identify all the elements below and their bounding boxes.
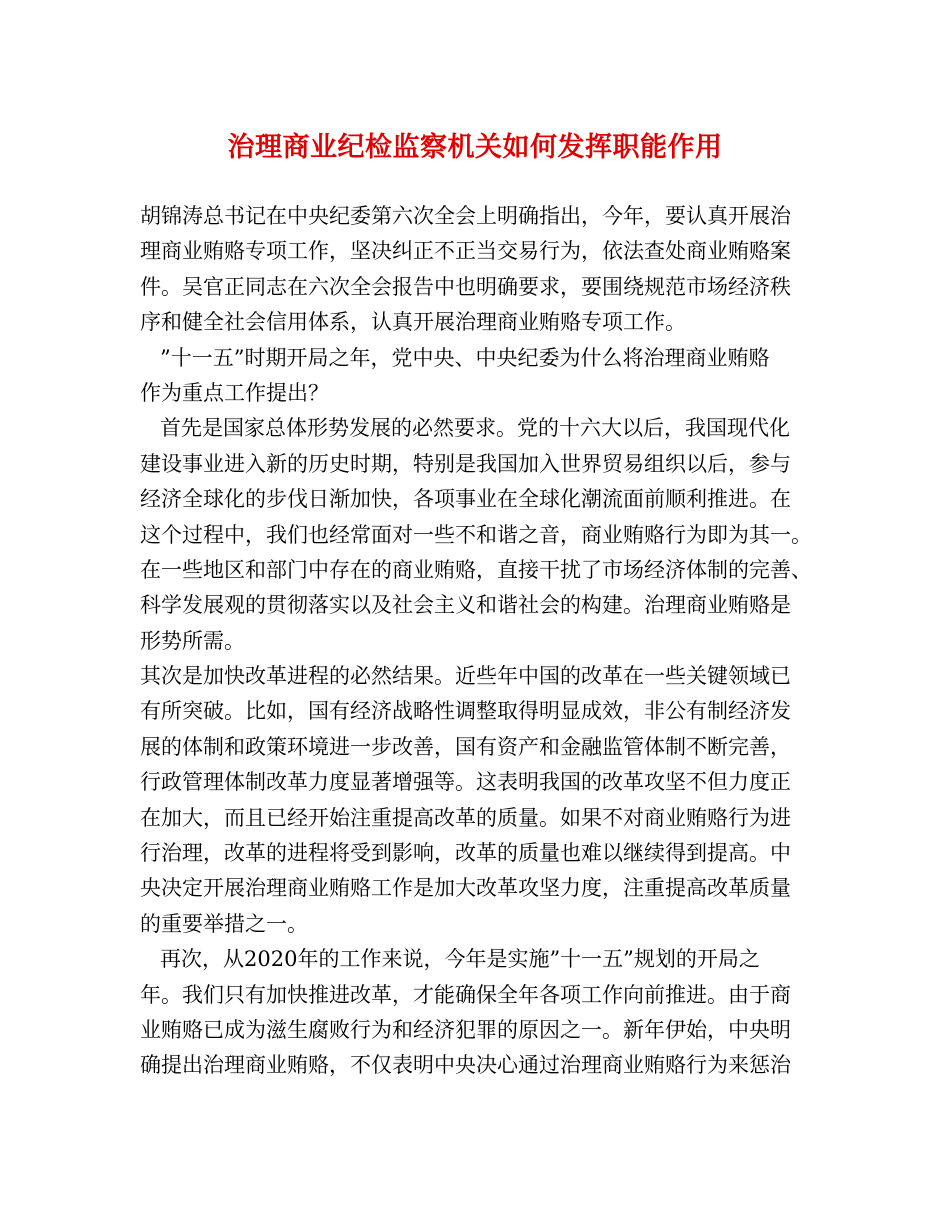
text-line: 形势所需。 [140,628,245,653]
text-line: 件。吴官正同志在六次全会报告中也明确要求，要围绕规范市场经济秩 [140,274,791,299]
text-line: 在一些地区和部门中存在的商业贿赂，直接干扰了市场经济体制的完善、 [140,557,812,582]
text-line: 行政管理体制改革力度显著增强等。这表明我国的改革攻坚不但力度正 [140,770,791,795]
text-line: 经济全球化的步伐日渐加快，各项事业在全球化潮流面前顺利推进。在 [140,487,791,512]
text-line: 的重要举措之一。 [140,911,308,936]
text-line: 科学发展观的贯彻落实以及社会主义和谐社会的构建。治理商业贿赂是 [140,593,791,618]
text-line: 首先是国家总体形势发展的必然要求。党的十六大以后，我国现代化 [160,416,790,441]
document-body [140,199,830,1084]
text-line: 确提出治理商业贿赂，不仅表明中央决心通过治理商业贿赂行为来惩治 [140,1053,791,1078]
text-line: 再次，从2020年的工作来说，今年是实施”十一五”规划的开局之 [160,947,760,972]
text-line: 胡锦涛总书记在中央纪委第六次全会上明确指出，今年，要认真开展治 [140,204,791,228]
text-line: 年。我们只有加快推进改革，才能确保全年各项工作向前推进。由于商 [140,982,791,1007]
text-line: 央决定开展治理商业贿赂工作是加大改革攻坚力度，注重提高改革质量 [140,876,791,901]
text-line: 这个过程中，我们也经常面对一些不和谐之音，商业贿赂行为即为其一。 [140,522,812,547]
text-line: 有所突破。比如，国有经济战略性调整取得明显成效，非公有制经济发 [140,699,791,724]
text-line: 展的体制和政策环境进一步改善，国有资产和金融监管体制不断完善， [140,734,791,759]
text-line: 其次是加快改革进程的必然结果。近些年中国的改革在一些关键领域已 [140,664,791,689]
document-title: 治理商业纪检监察机关如何发挥职能作用 [227,132,723,163]
text-line: 在加大，而且已经开始注重提高改革的质量。如果不对商业贿赂行为进 [140,805,791,830]
text-line: 理商业贿赂专项工作，坚决纠正不正当交易行为，依法查处商业贿赂案 [140,239,791,264]
text-line: 建设事业进入新的历史时期，特别是我国加入世界贸易组织以后，参与 [140,451,791,476]
text-line: ”十一五”时期开局之年，党中央、中央纪委为什么将治理商业贿赂 [160,345,770,370]
text-line: 序和健全社会信用体系，认真开展治理商业贿赂专项工作。 [140,310,686,335]
text-line: 业贿赂已成为滋生腐败行为和经济犯罪的原因之一。新年伊始，中央明 [140,1017,791,1042]
text-line: 作为重点工作提出？ [140,380,329,405]
text-line: 行治理，改革的进程将受到影响，改革的质量也难以继续得到提高。中 [140,841,791,866]
